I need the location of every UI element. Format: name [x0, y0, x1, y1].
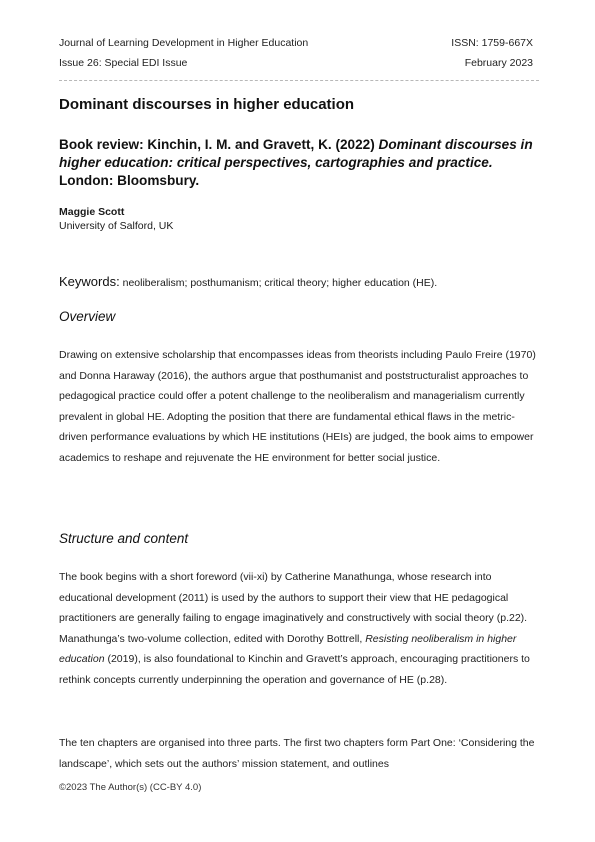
review-publisher: London: Bloomsbury.: [59, 173, 200, 188]
structure-paragraph-1-part-a: The book begins with a short foreword (vii-xi) by Catherine Manathunga, whose research into educational development (2011) is used by the authors to support their view that HE pedagogical practitioners are generally failing to engage imaginatively and constructively with social theory (p.22). Manathunga’s two-volume collection, edited with Dorothy Bottrell,: [59, 571, 528, 645]
keywords: [59, 274, 437, 289]
structure-heading: Structure and content: [59, 531, 189, 546]
author-affiliation: University of Salford, UK: [59, 220, 174, 232]
issue-label: Issue 26: Special EDI Issue: [59, 57, 188, 69]
article-title: Dominant discourses in higher education: [59, 96, 355, 113]
book-review-citation: [59, 136, 549, 190]
structure-paragraph-2: The ten chapters are organised into three parts. The first two chapters form Part One: ‘Considering the landscape’, which sets out the authors’ mission statement, and outlines: [59, 737, 535, 770]
overview-heading: Overview: [59, 309, 116, 324]
header-divider: [59, 80, 539, 81]
copyright-footer: ©2023 The Author(s) (CC-BY 4.0): [59, 782, 202, 793]
structure-paragraph-1-book-title: Resisting neoliberalism in higher education: [59, 632, 517, 666]
issue-date: February 2023: [464, 57, 533, 69]
journal-name: Journal of Learning Development in Higher Education: [59, 37, 309, 49]
review-book-title: Dominant discourses in higher education: critical perspectives, cartographies and practice.: [59, 137, 533, 170]
keywords-list: neoliberalism; posthumanism; critical theory; higher education (HE).: [119, 277, 438, 289]
issn: ISSN: 1759-667X: [451, 37, 533, 49]
structure-paragraph-1: [59, 567, 543, 691]
author-name: Maggie Scott: [59, 206, 125, 218]
keywords-label: Keywords:: [59, 274, 120, 289]
review-prefix: Book review: Kinchin, I. M. and Gravett, K. (2022): [59, 137, 379, 152]
overview-paragraph: Drawing on extensive scholarship that encompasses ideas from theorists including Paulo Freire (1970) and Donna Haraway (2016), the authors argue that posthumanist and poststructuralist approaches to pedagogical practice could offer a potent challenge to the neoliberalism and managerialism currently prevalent in global HE. Adopting the position that there are fundamental ethical flaws in the metric-driven performance evaluations by which HE institutions (HEIs) are judged, the book aims to empower academics to reshape and rejuvenate the HE environment for better social justice.: [59, 349, 536, 464]
structure-paragraph-1-part-b: (2019), is also foundational to Kinchin and Gravett’s approach, encouraging practitioners to rethink concepts currently underpinning the operation and governance of HE (p.28).: [59, 653, 530, 686]
